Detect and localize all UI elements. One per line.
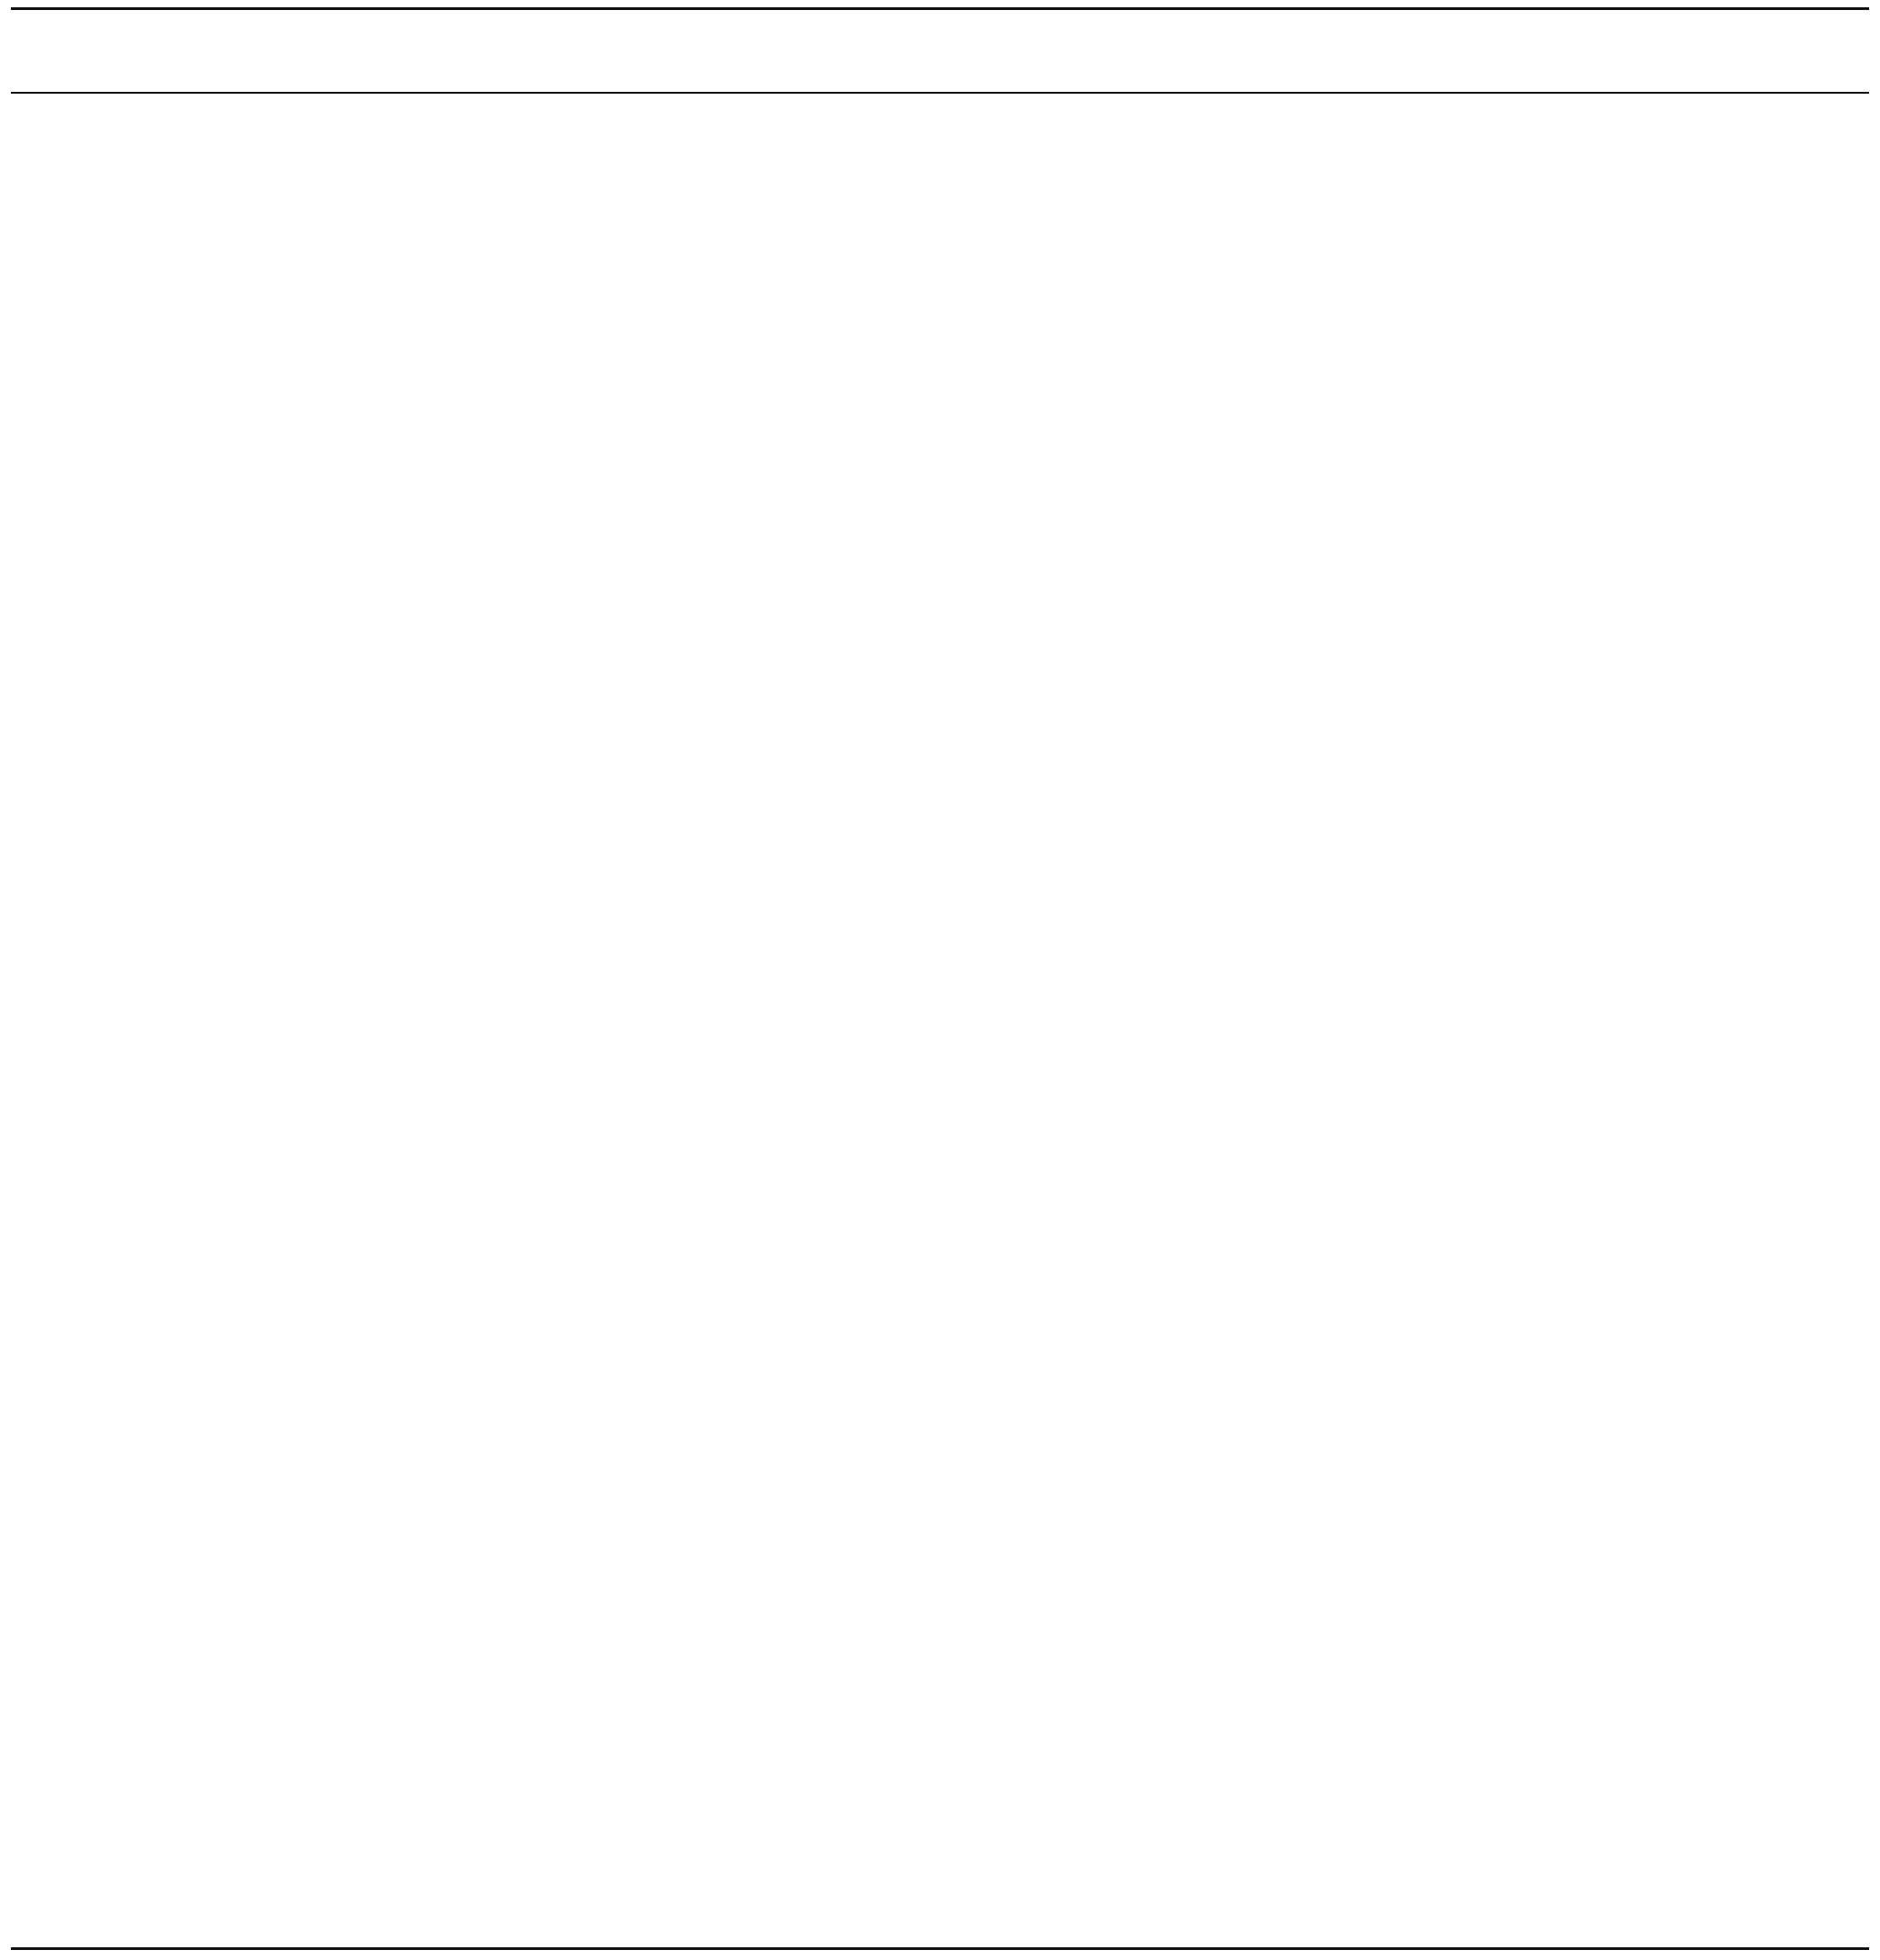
table-bottom-rule bbox=[11, 1947, 1869, 1950]
table-top-rule bbox=[11, 7, 1869, 10]
table-header-rule bbox=[11, 92, 1869, 94]
